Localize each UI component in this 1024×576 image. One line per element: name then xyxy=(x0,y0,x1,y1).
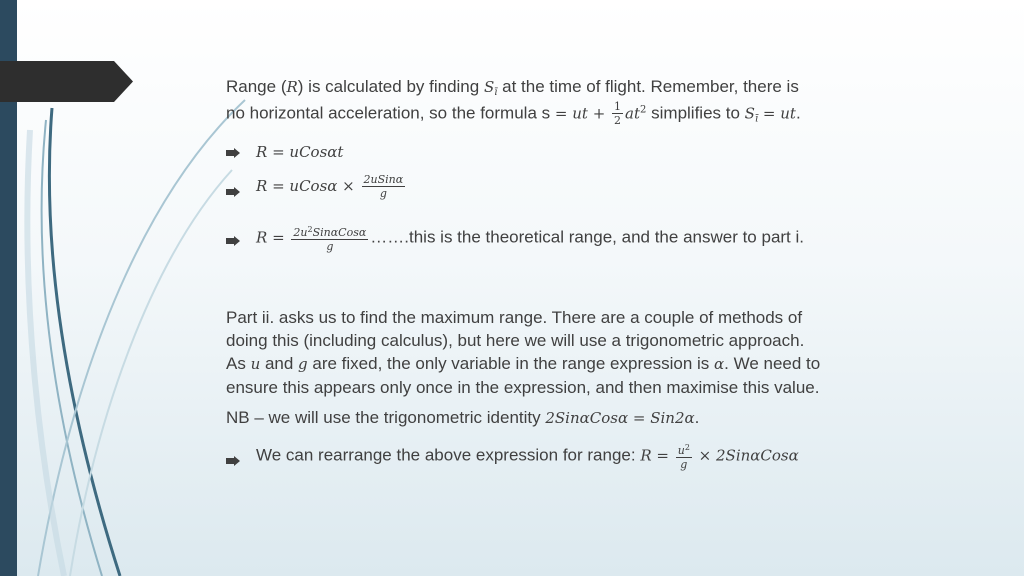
arrow-bullet-icon xyxy=(226,456,240,466)
part-ii-paragraph: Part ii. asks us to find the maximum range. There are a couple of methods of doing this (including calculus), but here we will use a trigonometric approach. As u and g are fixed, the only variable in the range expression is α. We need to ensure this appears only once in the expression, and then maximise this value. xyxy=(226,308,821,397)
equation-2: R = uCosα × $\frac{\text{2uSinα}}{g}$ xyxy=(256,173,404,200)
title-tab-shape xyxy=(0,61,133,102)
equation-3: R = $\frac{2u^2Sin\alpha Cos\alpha}{g}$ …….this is the theoretical range, and the answer to part i. xyxy=(256,225,805,253)
equation-1: R = uCosαt xyxy=(256,143,344,161)
arrow-bullet-icon xyxy=(226,148,240,158)
intro-line-2: no horizontal acceleration, so the formula s = ut + $\frac{1}{2}$ $at^2$ simplifies to $S_ī$ = ut. xyxy=(226,100,801,127)
nb-identity-line: NB – we will use the trigonometric identity 2SinαCosα = Sin2α. xyxy=(226,408,700,427)
arrow-bullet-icon xyxy=(226,187,240,197)
arrow-bullet-icon xyxy=(226,236,240,246)
rearranged-range-line: We can rearrange the above expression for range: R = $\frac{u^2}{g}$ × 2SinαCosα xyxy=(256,443,799,471)
half-fraction: $\frac{1}{2}$ xyxy=(614,100,622,127)
intro-line-1: Range (R) is calculated by finding $S_ī$ at the time of flight. Remember, there is xyxy=(226,77,799,98)
u-squared-over-g-fraction: $\frac{u^2}{g}$ xyxy=(677,443,690,471)
sin-fraction: $\frac{\text{2uSinα}}{g}$ xyxy=(363,173,404,200)
theoretical-range-fraction: $\frac{2u^2Sin\alpha Cos\alpha}{g}$ xyxy=(293,225,367,253)
